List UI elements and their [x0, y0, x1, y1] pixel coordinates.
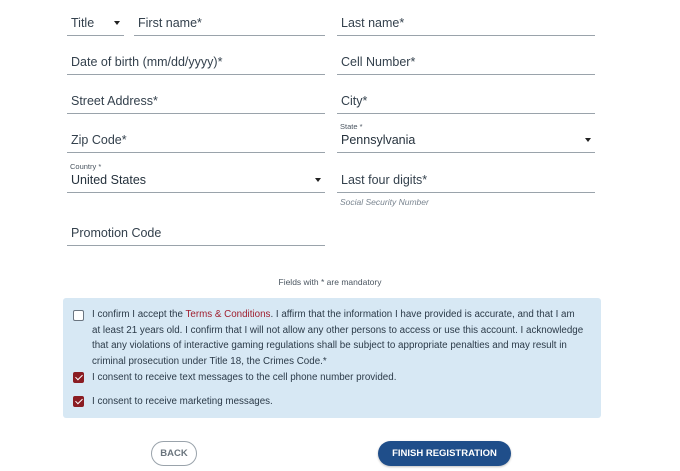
finish-registration-button[interactable]: FINISH REGISTRATION	[378, 441, 511, 466]
sms-consent-text: I consent to receive text messages to the cell phone number provided.	[92, 372, 397, 383]
last-name-input[interactable]	[337, 14, 595, 36]
title-select-label: Title	[71, 16, 95, 30]
dob-input[interactable]	[67, 53, 325, 75]
country-value: United States	[71, 173, 147, 187]
state-label: State *	[340, 122, 363, 131]
last-name-placeholder: Last name*	[341, 16, 405, 30]
ssn-placeholder: Last four digits*	[341, 173, 428, 187]
terms-text	[92, 307, 584, 369]
chevron-down-icon	[114, 21, 120, 25]
promotion-code-input[interactable]	[67, 224, 325, 246]
country-select[interactable]	[67, 164, 325, 193]
city-input[interactable]	[337, 92, 595, 114]
mandatory-note: Fields with * are mandatory	[278, 277, 382, 287]
first-name-input[interactable]	[134, 14, 325, 36]
street-address-placeholder: Street Address*	[71, 94, 158, 108]
state-value: Pennsylvania	[341, 133, 416, 147]
cell-number-placeholder: Cell Number*	[341, 55, 416, 69]
ssn-last-four-input[interactable]	[337, 171, 595, 193]
zip-code-input[interactable]	[67, 131, 325, 153]
terms-checkbox[interactable]	[73, 310, 84, 321]
title-select[interactable]	[67, 14, 124, 36]
zip-code-placeholder: Zip Code*	[71, 133, 127, 147]
first-name-placeholder: First name*	[138, 16, 202, 30]
state-select[interactable]	[337, 124, 595, 153]
ssn-helper-text: Social Security Number	[340, 197, 429, 207]
dob-placeholder: Date of birth (mm/dd/yyyy)*	[71, 55, 223, 69]
chevron-down-icon	[585, 138, 591, 142]
street-address-input[interactable]	[67, 92, 325, 114]
back-button[interactable]: BACK	[151, 441, 197, 466]
terms-link[interactable]: Terms & Conditions	[185, 309, 271, 320]
chevron-down-icon	[315, 178, 321, 182]
consent-panel	[63, 298, 601, 418]
marketing-consent-checkbox[interactable]	[73, 396, 84, 407]
marketing-consent-text: I consent to receive marketing messages.	[92, 396, 273, 407]
terms-text-after: . I affirm that the information I have provided is accurate, and that I am at least 21 years old. I confirm that I will not allow any other persons to access or use this account. I acknowledge that any violations of interactive gaming regulations shall be subject to appropriate penalties and may result in criminal prosecution under Title 18, the Crimes Code.*	[92, 309, 584, 367]
country-label: Country *	[70, 162, 102, 171]
city-placeholder: City*	[341, 94, 368, 108]
sms-consent-checkbox[interactable]	[73, 372, 84, 383]
promotion-code-placeholder: Promotion Code	[71, 226, 162, 240]
cell-number-input[interactable]	[337, 53, 595, 75]
terms-text-before: I confirm I accept the	[92, 309, 186, 320]
